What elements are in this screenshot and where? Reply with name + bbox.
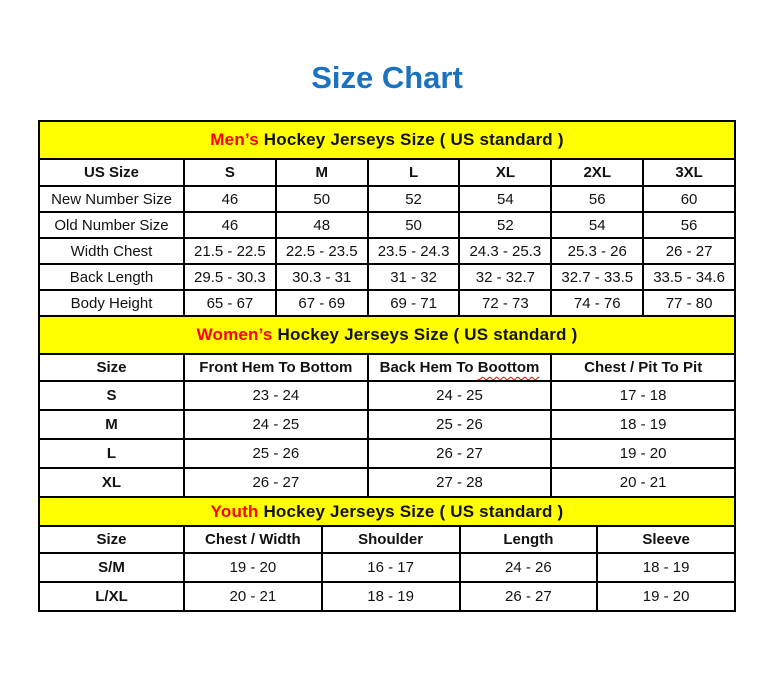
value-cell: 20 - 21: [184, 582, 322, 611]
value-cell: 25 - 26: [368, 410, 552, 439]
value-cell: 29.5 - 30.3: [184, 264, 276, 290]
value-cell: 18 - 19: [551, 410, 735, 439]
column-header: Chest / Width: [184, 526, 322, 553]
section-band-rest: Hockey Jerseys Size ( US standard ): [258, 501, 564, 521]
value-cell: 26 - 27: [460, 582, 598, 611]
section-band-youth: [39, 497, 735, 526]
row-label-cell: XL: [39, 468, 184, 497]
value-cell: 54: [459, 186, 551, 212]
section-band-title: [39, 497, 735, 526]
value-cell: 72 - 73: [459, 290, 551, 316]
section-band-highlight: Men’s: [210, 130, 259, 149]
column-header: Length: [460, 526, 598, 553]
section-band-rest: Hockey Jerseys Size ( US standard ): [258, 130, 564, 149]
value-cell: 67 - 69: [276, 290, 368, 316]
row-label-cell: M: [39, 410, 184, 439]
value-cell: 46: [184, 186, 276, 212]
table-row: [39, 186, 735, 212]
value-cell: 21.5 - 22.5: [184, 238, 276, 264]
value-cell: 65 - 67: [184, 290, 276, 316]
value-cell: 50: [368, 212, 460, 238]
value-cell: 77 - 80: [643, 290, 735, 316]
column-header: Size: [39, 526, 184, 553]
table-row: [39, 468, 735, 497]
row-label-cell: Body Height: [39, 290, 184, 316]
value-cell: 23 - 24: [184, 381, 368, 410]
value-cell: 69 - 71: [368, 290, 460, 316]
column-header: M: [276, 159, 368, 186]
value-cell: 25 - 26: [184, 439, 368, 468]
table-row: [39, 290, 735, 316]
value-cell: 60: [643, 186, 735, 212]
column-header: Sleeve: [597, 526, 735, 553]
header-row: [39, 526, 735, 553]
value-cell: 20 - 21: [551, 468, 735, 497]
column-header: [368, 354, 552, 381]
value-cell: 32.7 - 33.5: [551, 264, 643, 290]
column-header: Shoulder: [322, 526, 460, 553]
column-header: Size: [39, 354, 184, 381]
row-label-cell: L/XL: [39, 582, 184, 611]
value-cell: 30.3 - 31: [276, 264, 368, 290]
value-cell: 56: [551, 186, 643, 212]
header-row: [39, 159, 735, 186]
misspelled-word: Boottom: [477, 359, 540, 376]
table-row: [39, 264, 735, 290]
section-band-title: [39, 316, 735, 354]
table-row: [39, 410, 735, 439]
table-row: [39, 582, 735, 611]
column-header: 2XL: [551, 159, 643, 186]
value-cell: 52: [368, 186, 460, 212]
value-cell: 25.3 - 26: [551, 238, 643, 264]
value-cell: 22.5 - 23.5: [276, 238, 368, 264]
value-cell: 56: [643, 212, 735, 238]
value-cell: 54: [551, 212, 643, 238]
size-tables: [38, 120, 736, 612]
size-table-youth: [38, 496, 736, 612]
page-title: Size Chart: [311, 60, 463, 95]
value-cell: 23.5 - 24.3: [368, 238, 460, 264]
value-cell: 46: [184, 212, 276, 238]
value-cell: 32 - 32.7: [459, 264, 551, 290]
value-cell: 27 - 28: [368, 468, 552, 497]
row-label-cell: New Number Size: [39, 186, 184, 212]
value-cell: 50: [276, 186, 368, 212]
row-label-cell: Back Length: [39, 264, 184, 290]
column-header: XL: [459, 159, 551, 186]
row-label-cell: Old Number Size: [39, 212, 184, 238]
row-label-cell: L: [39, 439, 184, 468]
size-table-mens: [38, 120, 736, 317]
value-cell: 26 - 27: [184, 468, 368, 497]
column-header: Front Hem To Bottom: [184, 354, 368, 381]
table-row: [39, 212, 735, 238]
value-cell: 19 - 20: [597, 582, 735, 611]
value-cell: 17 - 18: [551, 381, 735, 410]
value-cell: 48: [276, 212, 368, 238]
table-row: [39, 439, 735, 468]
value-cell: 16 - 17: [322, 553, 460, 582]
size-table-womens: [38, 315, 736, 498]
section-band-womens: [39, 316, 735, 354]
section-band-rest: Hockey Jerseys Size ( US standard ): [272, 325, 578, 344]
column-header: S: [184, 159, 276, 186]
value-cell: 26 - 27: [643, 238, 735, 264]
value-cell: 19 - 20: [184, 553, 322, 582]
value-cell: 18 - 19: [597, 553, 735, 582]
column-header: 3XL: [643, 159, 735, 186]
column-header: Chest / Pit To Pit: [551, 354, 735, 381]
section-band-highlight: Women’s: [196, 325, 273, 344]
value-cell: 74 - 76: [551, 290, 643, 316]
value-cell: 24 - 25: [368, 381, 552, 410]
value-cell: 52: [459, 212, 551, 238]
table-row: [39, 238, 735, 264]
section-band-mens: [39, 121, 735, 159]
section-band-title: [39, 121, 735, 159]
value-cell: 19 - 20: [551, 439, 735, 468]
row-label-cell: Width Chest: [39, 238, 184, 264]
value-cell: 24 - 25: [184, 410, 368, 439]
value-cell: 26 - 27: [368, 439, 552, 468]
header-row: [39, 354, 735, 381]
row-label-cell: S: [39, 381, 184, 410]
value-cell: 24 - 26: [460, 553, 598, 582]
value-cell: 33.5 - 34.6: [643, 264, 735, 290]
value-cell: 31 - 32: [368, 264, 460, 290]
row-label-cell: S/M: [39, 553, 184, 582]
value-cell: 18 - 19: [322, 582, 460, 611]
value-cell: 24.3 - 25.3: [459, 238, 551, 264]
column-header: US Size: [39, 159, 184, 186]
table-row: [39, 553, 735, 582]
table-row: [39, 381, 735, 410]
column-header-text: Back Hem To: [379, 359, 478, 376]
column-header: L: [368, 159, 460, 186]
section-band-highlight: Youth: [210, 501, 259, 521]
